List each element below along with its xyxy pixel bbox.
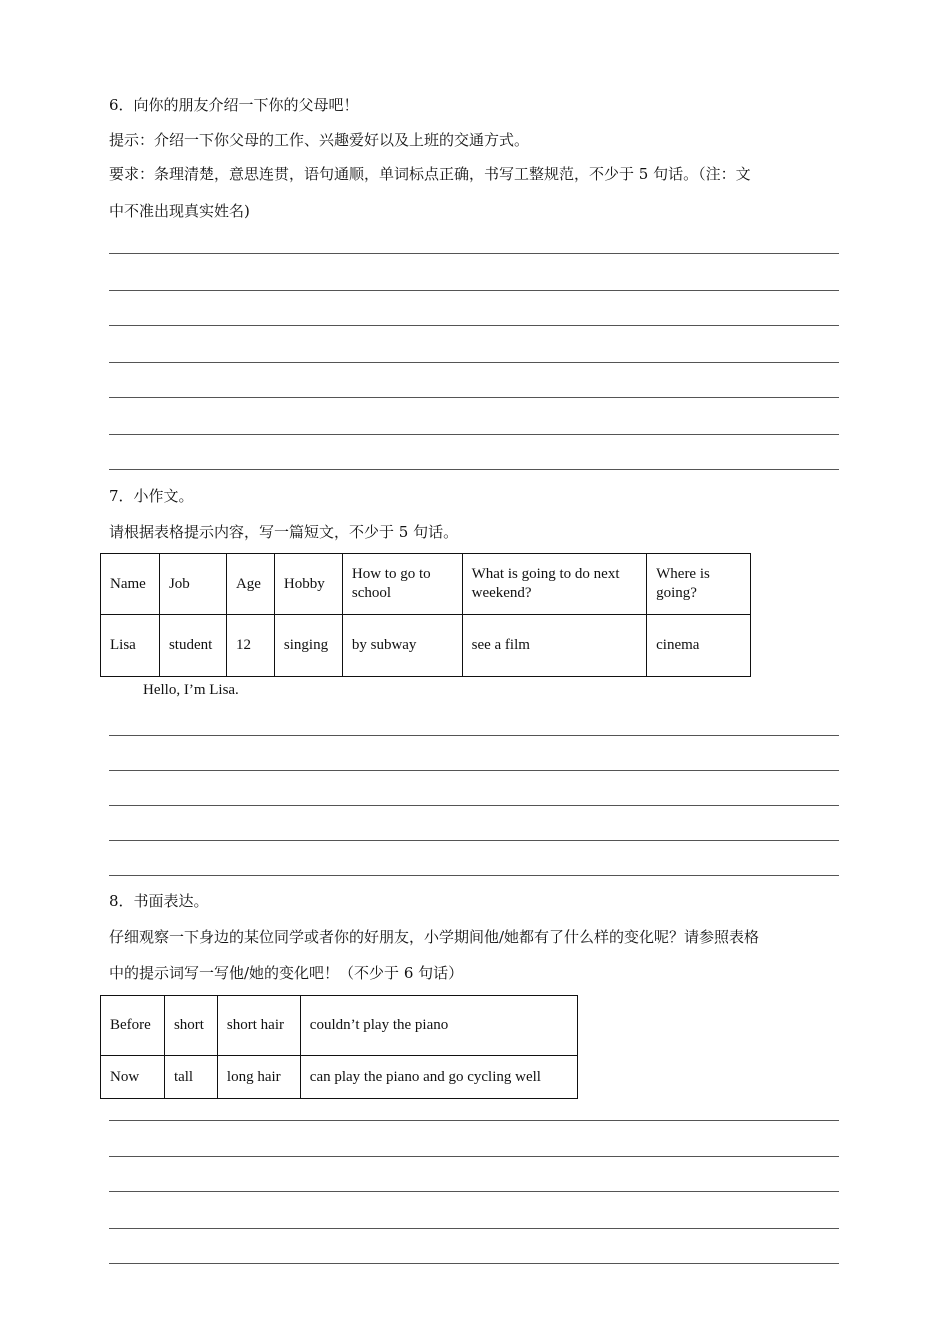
q7-info-table bbox=[100, 553, 751, 677]
answer-line[interactable] bbox=[109, 397, 839, 398]
q8-instruction-line2: 中的提示词写一写他/她的变化吧！（不少于 6 句话） bbox=[109, 964, 464, 982]
data-cell: tall bbox=[164, 1056, 217, 1099]
answer-line[interactable] bbox=[109, 770, 839, 771]
q8-now-row bbox=[101, 1056, 578, 1099]
answer-line[interactable] bbox=[109, 469, 839, 470]
q8-title: 8．书面表达。 bbox=[109, 892, 209, 910]
answer-line[interactable] bbox=[109, 1263, 839, 1264]
q7-instruction: 请根据表格提示内容，写一篇短文，不少于 5 句话。 bbox=[109, 523, 459, 541]
header-cell: Where is going? bbox=[647, 554, 751, 615]
answer-line[interactable] bbox=[109, 840, 839, 841]
q7-header-row bbox=[101, 554, 751, 615]
header-cell: Age bbox=[226, 554, 274, 615]
answer-line[interactable] bbox=[109, 1228, 839, 1229]
data-cell: student bbox=[159, 615, 226, 677]
q6-requirement-line1: 要求：条理清楚，意思连贯，语句通顺，单词标点正确，书写工整规范，不少于 5 句话。（注：文 bbox=[109, 165, 751, 183]
data-cell: short hair bbox=[217, 996, 300, 1056]
header-cell: What is going to do next weekend? bbox=[462, 554, 647, 615]
data-cell: long hair bbox=[217, 1056, 300, 1099]
q6-title: 6．向你的朋友介绍一下你的父母吧！ bbox=[109, 96, 359, 114]
answer-line[interactable] bbox=[109, 735, 839, 736]
answer-line[interactable] bbox=[109, 325, 839, 326]
q7-data-row bbox=[101, 615, 751, 677]
data-cell: singing bbox=[274, 615, 342, 677]
q7-title: 7．小作文。 bbox=[109, 487, 194, 505]
row-label-before: Before bbox=[101, 996, 165, 1056]
header-cell: Job bbox=[159, 554, 226, 615]
q6-hint: 提示：介绍一下你父母的工作、兴趣爱好以及上班的交通方式。 bbox=[109, 131, 530, 149]
answer-line[interactable] bbox=[109, 1120, 839, 1121]
data-cell: see a film bbox=[462, 615, 647, 677]
header-cell: Name bbox=[101, 554, 160, 615]
q8-instruction-line1: 仔细观察一下身边的某位同学或者你的好朋友，小学期间他/她都有了什么样的变化呢？请参照表格 bbox=[109, 928, 760, 946]
q7-starter-sentence: Hello, I’m Lisa. bbox=[143, 682, 239, 698]
answer-line[interactable] bbox=[109, 805, 839, 806]
q6-requirement-line2: 中不准出现真实姓名) bbox=[109, 202, 250, 220]
answer-line[interactable] bbox=[109, 1191, 839, 1192]
answer-line[interactable] bbox=[109, 253, 839, 254]
answer-line[interactable] bbox=[109, 290, 839, 291]
data-cell: cinema bbox=[647, 615, 751, 677]
header-cell: Hobby bbox=[274, 554, 342, 615]
q8-before-row bbox=[101, 996, 578, 1056]
header-cell: How to go to school bbox=[342, 554, 462, 615]
data-cell: 12 bbox=[226, 615, 274, 677]
data-cell: by subway bbox=[342, 615, 462, 677]
answer-line[interactable] bbox=[109, 434, 839, 435]
data-cell: Lisa bbox=[101, 615, 160, 677]
row-label-now: Now bbox=[101, 1056, 165, 1099]
data-cell: can play the piano and go cycling well bbox=[300, 1056, 577, 1099]
data-cell: short bbox=[164, 996, 217, 1056]
data-cell: couldn’t play the piano bbox=[300, 996, 577, 1056]
answer-line[interactable] bbox=[109, 1156, 839, 1157]
answer-line[interactable] bbox=[109, 875, 839, 876]
answer-line[interactable] bbox=[109, 362, 839, 363]
q8-change-table bbox=[100, 995, 578, 1099]
